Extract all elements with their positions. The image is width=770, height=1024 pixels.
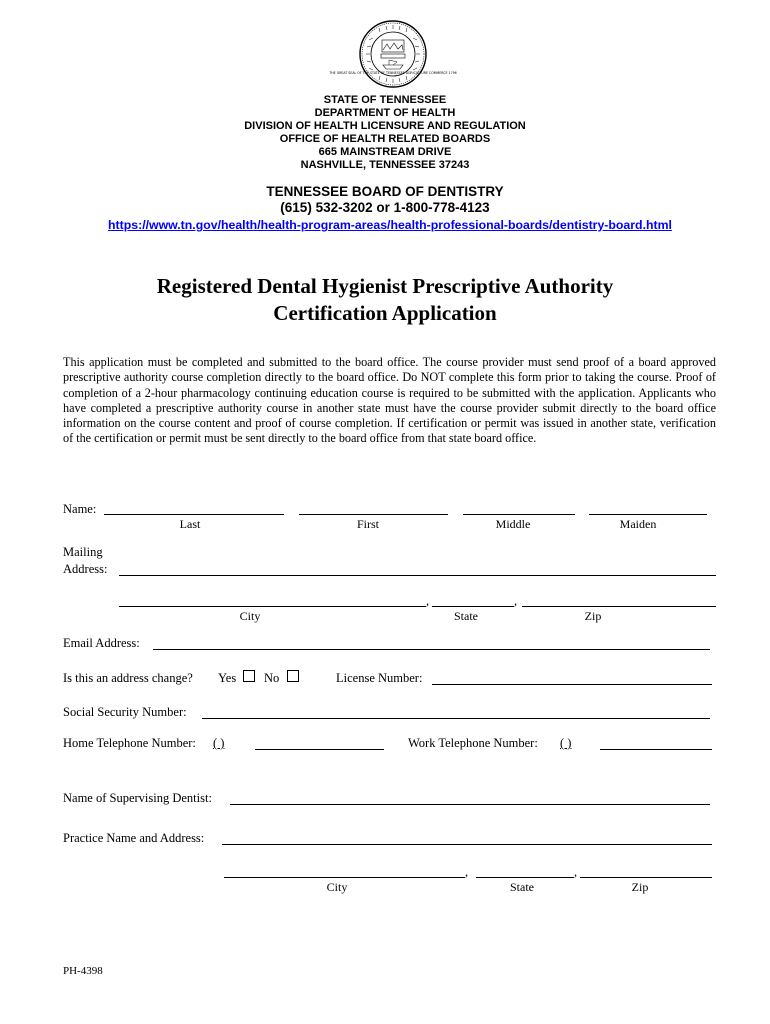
header-office: OFFICE OF HEALTH RELATED BOARDS [279, 133, 491, 145]
first-sublabel: First [356, 517, 379, 531]
work-telephone-label: Work Telephone Number: [408, 736, 538, 750]
no-label: No [264, 671, 280, 685]
no-checkbox[interactable] [287, 670, 299, 682]
mailing-state-field[interactable] [432, 606, 514, 607]
maiden-sublabel: Maiden [619, 517, 657, 531]
board-website-link[interactable]: https://www.tn.gov/health/health-program-areas/health-professional-boards/dentistry-board.html [108, 218, 672, 232]
address-change-label: Is this an address change? [63, 671, 193, 685]
middle-name-field[interactable] [463, 514, 575, 515]
form-title-line-1: Registered Dental Hygienist Prescriptive Authority [156, 274, 614, 298]
supervising-dentist-label: Name of Supervising Dentist: [63, 791, 212, 805]
license-number-field[interactable] [432, 684, 712, 685]
mailing-zip-field[interactable] [522, 606, 716, 607]
header-division: DIVISION OF HEALTH LICENSURE AND REGULATION [244, 120, 526, 132]
practice-label: Practice Name and Address: [63, 831, 205, 845]
ssn-field[interactable] [202, 718, 710, 719]
city-sublabel: City [239, 609, 261, 623]
header-street: 665 MAINSTREAM DRIVE [318, 146, 452, 158]
practice-city-field[interactable] [224, 877, 465, 878]
email-field[interactable] [153, 649, 710, 650]
mailing-address-field[interactable] [119, 575, 716, 576]
comma-separator: , [574, 865, 578, 879]
ssn-label: Social Security Number: [63, 705, 187, 719]
maiden-name-field[interactable] [589, 514, 707, 515]
zip-sublabel: Zip [584, 609, 602, 623]
practice-name-address-field[interactable] [222, 844, 712, 845]
header-city: NASHVILLE, TENNESSEE 37243 [300, 159, 470, 171]
work-area-code: ( ) [560, 736, 572, 750]
mailing-label: Mailing [63, 545, 103, 559]
practice-state-sublabel: State [510, 880, 534, 894]
yes-label: Yes [218, 671, 237, 685]
first-name-field[interactable] [299, 514, 448, 515]
practice-zip-sublabel: Zip [631, 880, 649, 894]
home-telephone-label: Home Telephone Number: [63, 736, 196, 750]
state-seal [329, 20, 457, 88]
form-title-line-2: Certification Application [273, 301, 497, 325]
home-area-code: ( ) [213, 736, 225, 750]
state-sublabel: State [454, 609, 478, 623]
name-label: Name: [63, 502, 97, 516]
board-phone: (615) 532-3202 or 1-800-778-4123 [280, 200, 490, 215]
header-state: STATE OF TENNESSEE [323, 94, 447, 106]
yes-checkbox[interactable] [243, 670, 255, 682]
last-sublabel: Last [179, 517, 201, 531]
tennessee-state-seal-icon [329, 20, 457, 88]
board-name: TENNESSEE BOARD OF DENTISTRY [266, 184, 504, 199]
form-number: PH-4398 [63, 965, 103, 977]
comma-separator: , [514, 594, 518, 608]
seal-text: THE GREAT SEAL OF THE STATE OF TENNESSEE AGRICULTURE COMMERCE 1796 [329, 71, 457, 75]
work-telephone-field[interactable] [600, 749, 712, 750]
mailing-city-field[interactable] [119, 606, 426, 607]
license-number-label: License Number: [336, 671, 423, 685]
practice-state-field[interactable] [476, 877, 574, 878]
comma-separator: , [465, 865, 469, 879]
home-telephone-field[interactable] [255, 749, 384, 750]
header-department: DEPARTMENT OF HEALTH [314, 107, 456, 119]
address-label: Address: [63, 562, 108, 576]
instructions-paragraph: This application must be completed and submitted to the board office. The course provider must send proof of a board approved prescriptive authority course completion directly to the board office. Do NOT complete this form prior to taking the course. Proof of completion of a 2-hour pharmacology continuing education course is required to be submitted with the application. Applicants who have completed a prescriptive authority course in another state must have the course provider submit directly to the board office information on the course content and proof of course completion. If certification or permit was issued in another state, verification of the certification or permit must be sent directly to the board office from that state board office. [63, 355, 716, 446]
supervising-dentist-field[interactable] [230, 804, 710, 805]
last-name-field[interactable] [104, 514, 284, 515]
email-label: Email Address: [63, 636, 140, 650]
practice-zip-field[interactable] [580, 877, 712, 878]
comma-separator: , [426, 594, 430, 608]
middle-sublabel: Middle [495, 517, 531, 531]
practice-city-sublabel: City [326, 880, 348, 894]
